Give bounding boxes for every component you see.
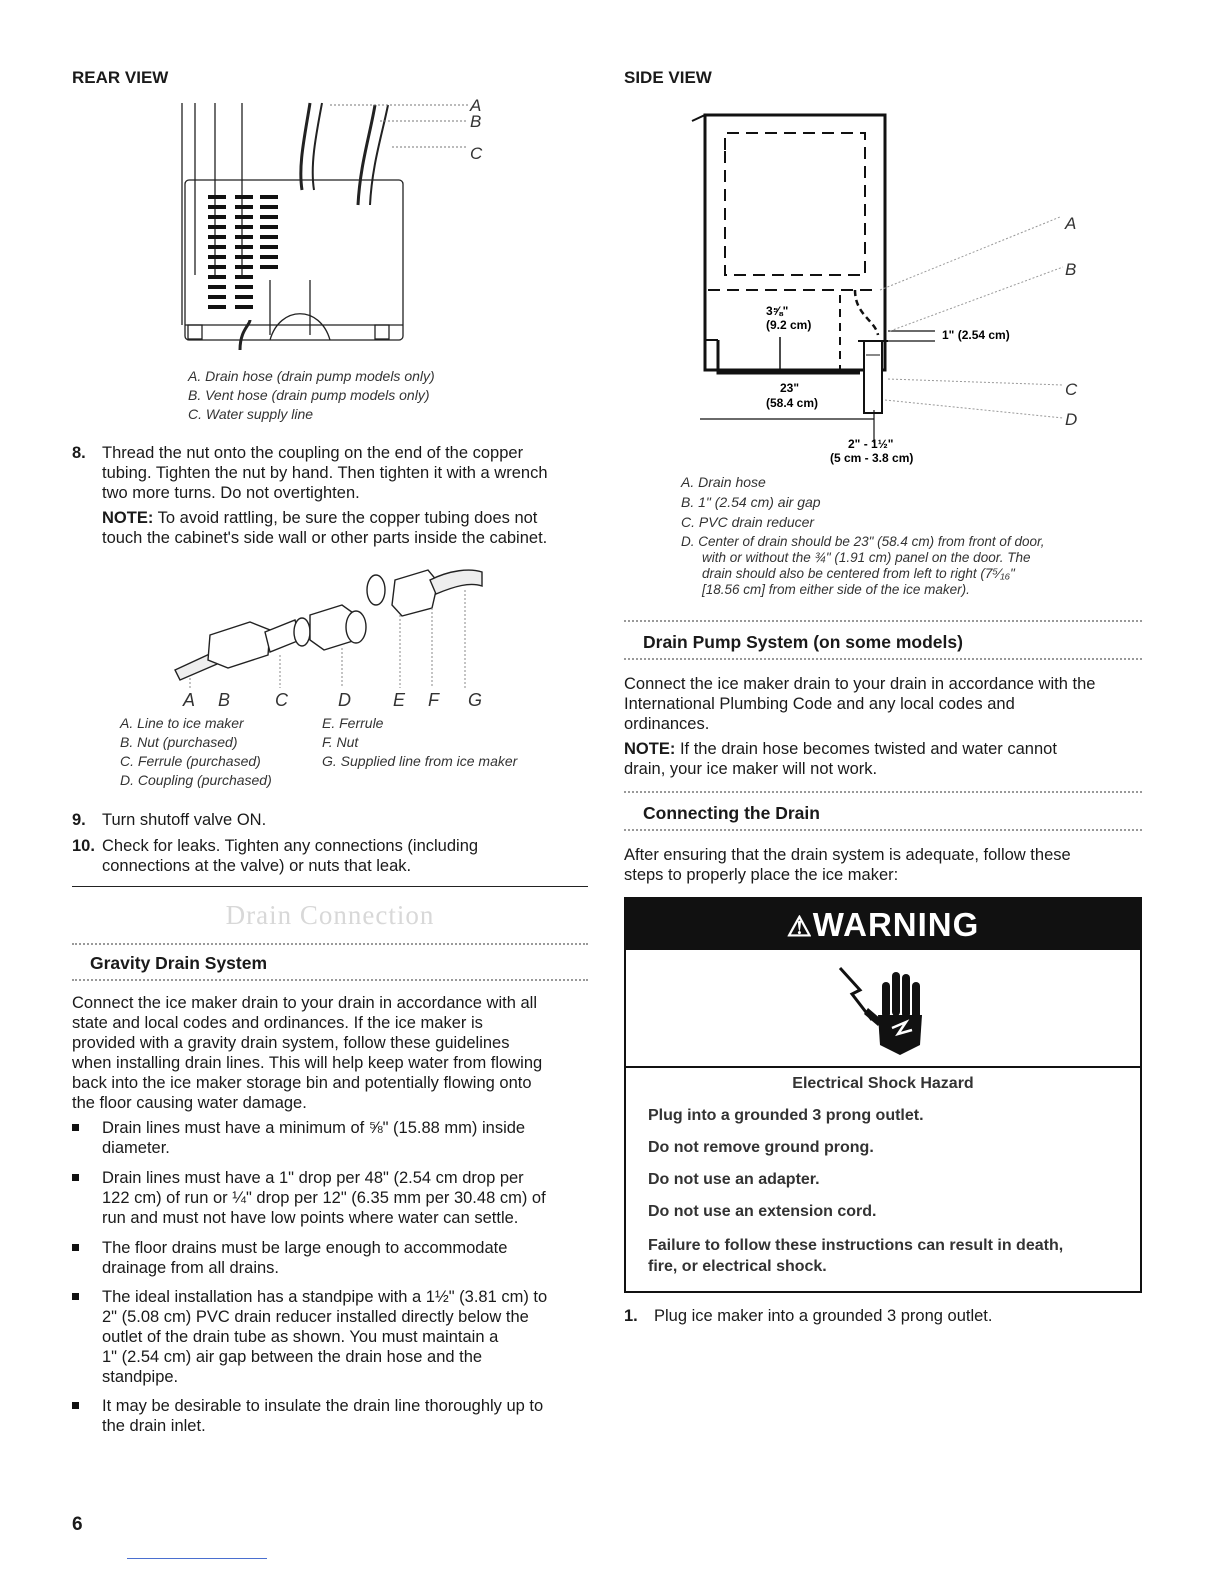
dim-a-value: 3⅝" xyxy=(766,304,789,318)
dotted-rule xyxy=(72,979,588,981)
side-caption-d-3: drain should also be centered from left to right (7⁵⁄₁₆" xyxy=(702,566,1015,581)
fitting-letter-e: E xyxy=(393,690,406,710)
bullet-icon xyxy=(72,1174,79,1181)
bullet-4-line-3: outlet of the drain tube as shown. You must maintain a xyxy=(102,1328,499,1346)
rear-label-b: B xyxy=(470,112,482,131)
dim-b-value: 1" (2.54 cm) xyxy=(942,328,1010,342)
bullet-4-line-5: standpipe. xyxy=(102,1368,179,1386)
electric-shock-hand-icon xyxy=(830,960,940,1060)
gravity-paragraph xyxy=(72,993,592,1113)
connecting-line-1: After ensuring that the drain system is adequate, follow these xyxy=(624,846,1071,864)
warning-banner xyxy=(626,899,1140,950)
bullet-5-line-1: It may be desirable to insulate the drain line thoroughly up to xyxy=(102,1397,544,1415)
step-8-note xyxy=(102,508,602,548)
step-1-number: 1. xyxy=(624,1307,638,1325)
drain-pump-note-line-1: If the drain hose becomes twisted and water cannot xyxy=(679,740,1057,758)
fitting-legend-c: C. Ferrule (purchased) xyxy=(120,753,261,769)
drain-pump-paragraph xyxy=(624,674,1154,734)
step-10-line-2: connections at the valve) or nuts that leak. xyxy=(102,857,412,875)
drain-pump-note xyxy=(624,739,1154,779)
side-caption-a: A. Drain hose xyxy=(681,474,766,490)
note-line-1: To avoid rattling, be sure the copper tubing does not xyxy=(157,509,538,527)
bullet-icon xyxy=(72,1124,79,1131)
fitting-legend-b: B. Nut (purchased) xyxy=(120,734,238,750)
gravity-drain-title: Gravity Drain System xyxy=(90,953,268,973)
bullet-2-line-2: 122 cm) of run or ¼" drop per 12" (6.35 mm per 30.48 cm) of xyxy=(102,1189,546,1207)
drain-pump-line-3: ordinances. xyxy=(624,715,710,733)
warning-divider xyxy=(626,1066,1140,1068)
side-caption-b: B. 1" (2.54 cm) air gap xyxy=(681,494,821,510)
rear-caption-b: B. Vent hose (drain pump models only) xyxy=(188,387,430,403)
fitting-legend-f: F. Nut xyxy=(322,734,359,750)
fitting-legend-d: D. Coupling (purchased) xyxy=(120,772,272,788)
step-10-line-1: Check for leaks. Tighten any connections (including xyxy=(102,837,479,855)
warning-header: WARNING xyxy=(812,906,980,943)
dotted-rule xyxy=(624,620,1142,622)
side-caption-c: C. PVC drain reducer xyxy=(681,514,815,530)
warning-failure-line-1: Failure to follow these instructions can result in death, xyxy=(648,1237,1064,1254)
dim-d-value: 2" - 1½" xyxy=(848,437,894,451)
step-8-line-1: Thread the nut onto the coupling on the end of the copper xyxy=(102,444,524,462)
gravity-line-1: Connect the ice maker drain to your drain in accordance with all xyxy=(72,994,537,1012)
gravity-line-3: provided with a gravity drain system, follow these guidelines xyxy=(72,1034,510,1052)
step-8-line-3: two more turns. Do not overtighten. xyxy=(102,484,360,502)
gravity-line-5: back into the ice maker storage bin and potentially flowing onto xyxy=(72,1074,532,1092)
bullet-5-line-2: the drain inlet. xyxy=(102,1417,206,1435)
bullet-1-line-2: diameter. xyxy=(102,1139,170,1157)
warning-line-2: Do not remove ground prong. xyxy=(648,1139,874,1156)
dim-d-metric: (5 cm - 3.8 cm) xyxy=(830,451,914,465)
bullet-2-line-1: Drain lines must have a 1" drop per 48" (2.54 cm drop per xyxy=(102,1169,524,1187)
page-number: 6 xyxy=(72,1514,83,1535)
bullet-icon xyxy=(72,1293,79,1300)
warning-triangle-icon: ⚠ xyxy=(786,911,813,942)
warning-line-4: Do not use an extension cord. xyxy=(648,1203,877,1220)
step-8-number: 8. xyxy=(72,444,86,462)
bullet-3-line-1: The floor drains must be large enough to accommodate xyxy=(102,1239,508,1257)
bullet-3-line-2: drainage from all drains. xyxy=(102,1259,280,1277)
dotted-rule xyxy=(624,829,1142,831)
step-9-number: 9. xyxy=(72,811,86,829)
drain-pump-line-1: Connect the ice maker drain to your drain in accordance with the xyxy=(624,675,1096,693)
step-10-number: 10. xyxy=(72,837,95,855)
bullet-4-line-1: The ideal installation has a standpipe with a 1½" (3.81 cm) to xyxy=(102,1288,548,1306)
fitting-letter-a: A xyxy=(183,690,196,710)
dotted-rule xyxy=(624,658,1142,660)
fitting-legend-g: G. Supplied line from ice maker xyxy=(322,753,518,769)
warning-failure xyxy=(648,1235,1063,1277)
warning-line-3: Do not use an adapter. xyxy=(648,1171,820,1188)
bullet-1-line-1: Drain lines must have a minimum of ⅝" (15.88 mm) inside xyxy=(102,1119,526,1137)
side-view-diagram xyxy=(680,105,1100,470)
drain-pump-line-2: International Plumbing Code and any local codes and xyxy=(624,695,1015,713)
warning-line-1: Plug into a grounded 3 prong outlet. xyxy=(648,1107,924,1124)
drain-pump-title: Drain Pump System (on some models) xyxy=(643,632,963,652)
gravity-line-4: when installing drain lines. This will help keep water from flowing xyxy=(72,1054,543,1072)
section-divider xyxy=(72,886,588,887)
gravity-line-6: the floor causing water damage. xyxy=(72,1094,307,1112)
rear-label-c: C xyxy=(470,144,483,163)
side-label-d: D xyxy=(1065,410,1078,429)
gravity-line-2: state and local codes and ordinances. If the ice maker is xyxy=(72,1014,483,1032)
side-caption-d-4: [18.56 cm] from either side of the ice maker). xyxy=(702,582,970,597)
warning-box xyxy=(624,897,1142,1293)
fitting-diagram xyxy=(170,560,490,690)
connecting-paragraph xyxy=(624,845,1154,885)
warning-failure-line-2: fire, or electrical shock. xyxy=(648,1258,827,1275)
dotted-rule xyxy=(72,943,588,945)
bullet-4-line-2: 2" (5.08 cm) PVC drain reducer installed directly below the xyxy=(102,1308,529,1326)
fitting-letter-f: F xyxy=(428,690,439,710)
side-view-title: SIDE VIEW xyxy=(624,68,712,87)
rear-label-a: A xyxy=(470,96,482,115)
rear-view-title: REAR VIEW xyxy=(72,68,169,87)
dim-a-metric: (9.2 cm) xyxy=(766,318,812,332)
fitting-legend-a: A. Line to ice maker xyxy=(120,715,244,731)
step-9-text: Turn shutoff valve ON. xyxy=(102,811,267,829)
side-label-b: B xyxy=(1065,260,1077,279)
fitting-letter-g: G xyxy=(468,690,483,710)
drain-connection-title: Drain Connection xyxy=(225,900,435,930)
step-1-text: Plug ice maker into a grounded 3 prong outlet. xyxy=(654,1307,993,1325)
drain-pump-note-label: NOTE: xyxy=(624,740,676,758)
drain-pump-note-line-2: drain, your ice maker will not work. xyxy=(624,760,878,778)
bullet-icon xyxy=(72,1402,79,1409)
rear-view-diagram xyxy=(170,95,500,365)
footer-rule xyxy=(127,1558,267,1559)
rear-caption-a: A. Drain hose (drain pump models only) xyxy=(188,368,435,384)
fitting-legend-e: E. Ferrule xyxy=(322,715,384,731)
step-8-line-2: tubing. Tighten the nut by hand. Then tighten it with a wrench xyxy=(102,464,548,482)
dim-c-metric: (58.4 cm) xyxy=(766,396,819,410)
bullet-icon xyxy=(72,1244,79,1251)
fitting-letter-c: C xyxy=(275,690,288,710)
connecting-line-2: steps to properly place the ice maker: xyxy=(624,866,899,884)
side-caption-d-2: with or without the ¾" (1.91 cm) panel on the door. The xyxy=(702,550,1031,565)
hazard-title: Electrical Shock Hazard xyxy=(792,1075,974,1092)
rear-caption-c: C. Water supply line xyxy=(188,406,314,422)
note-label: NOTE: xyxy=(102,509,154,527)
fitting-letter-d: D xyxy=(338,690,351,710)
note-line-2: touch the cabinet's side wall or other parts inside the cabinet. xyxy=(102,529,548,547)
side-label-c: C xyxy=(1065,380,1078,399)
fitting-letter-b: B xyxy=(218,690,231,710)
side-label-a: A xyxy=(1065,214,1077,233)
bullet-4-line-4: 1" (2.54 cm) air gap between the drain hose and the xyxy=(102,1348,483,1366)
dim-c-value: 23" xyxy=(780,381,800,395)
side-caption-d-1: D. Center of drain should be 23" (58.4 cm) from front of door, xyxy=(681,534,1045,549)
dotted-rule xyxy=(624,791,1142,793)
bullet-2-line-3: run and must not have low points where water can settle. xyxy=(102,1209,519,1227)
connecting-drain-title: Connecting the Drain xyxy=(643,803,820,823)
